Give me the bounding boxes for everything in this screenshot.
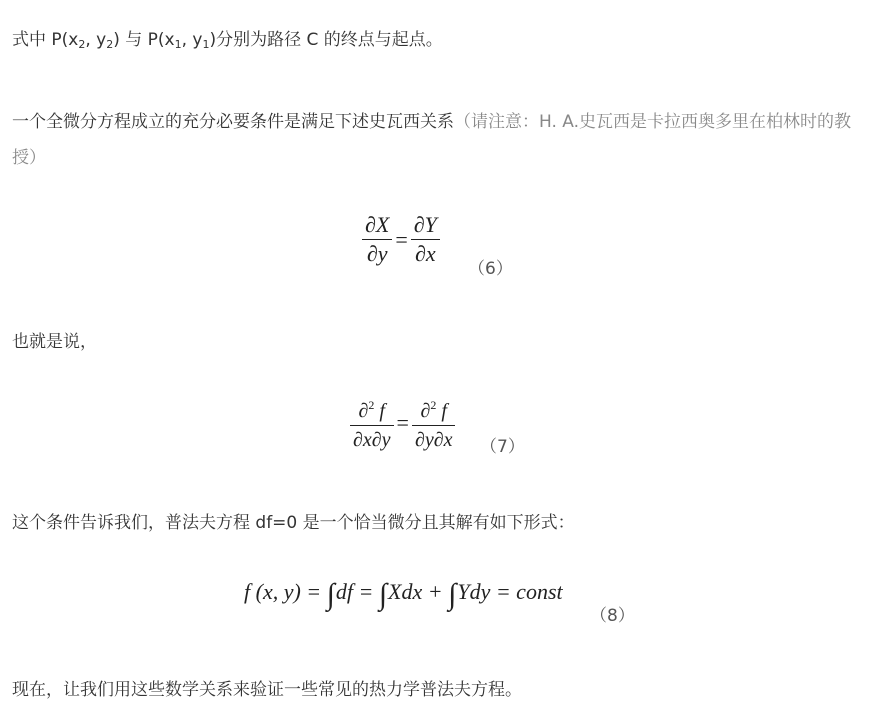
subscript: 2: [106, 38, 114, 51]
eq7-rhs-numerator: ∂$^2$ f: [412, 392, 456, 426]
condition-text: 一个全微分方程成立的充分必要条件是满足下述史瓦西关系: [12, 112, 454, 132]
condition-note: （请注意：H. A.史瓦西是卡拉西奥多里在柏林时的教授）: [12, 112, 852, 168]
eq7-lhs-denominator: ∂x∂y: [353, 429, 391, 451]
eq6-lhs-numerator: ∂X: [362, 212, 392, 240]
eq6-lhs-fraction: [362, 212, 392, 267]
equation-6-number: （6）: [468, 259, 513, 279]
p1-text-d: , y: [181, 30, 203, 50]
eq6-lhs-denominator: ∂y: [366, 241, 388, 266]
p1-text-c: ) 与 P(x: [113, 30, 175, 50]
eq8-term-3: Ydy = const: [457, 579, 563, 604]
paragraph-that-is: 也就是说，: [12, 332, 97, 352]
subscript: 1: [202, 38, 210, 51]
eq7-lhs-fraction: [350, 392, 394, 453]
eq7-rhs-fraction: [412, 392, 456, 453]
equation-7: [350, 392, 455, 453]
eq7-rhs-denominator: ∂y∂x: [414, 429, 453, 451]
eq8-lhs: f (x, y) =: [244, 579, 327, 604]
paragraph-pfaff: 这个条件告诉我们，普法夫方程 df=0 是一个恰当微分且其解有如下形式：: [12, 513, 575, 533]
eq8-term-1: df =: [335, 579, 379, 604]
subscript: 1: [174, 38, 182, 51]
integral-sign: ∫: [448, 578, 457, 611]
p1-text-b: , y: [85, 30, 107, 50]
paragraph-endpoints: [12, 22, 872, 58]
equals-sign: =: [395, 226, 408, 252]
paragraph-conclusion: 现在，让我们用这些数学关系来验证一些常见的热力学普法夫方程。: [12, 680, 522, 700]
paragraph-condition: [12, 104, 872, 176]
p1-text-e: )分别为路径 C 的终点与起点。: [209, 30, 443, 50]
eq6-rhs-fraction: [411, 212, 440, 267]
equation-8-number: （8）: [590, 606, 635, 626]
eq6-rhs-numerator: ∂Y: [411, 212, 440, 240]
equation-6: [362, 212, 440, 267]
equation-8: [244, 578, 563, 612]
eq6-rhs-denominator: ∂x: [414, 241, 436, 266]
eq8-term-2: Xdx +: [388, 579, 449, 604]
integral-sign: ∫: [326, 578, 335, 611]
subscript: 2: [78, 38, 86, 51]
eq7-lhs-numerator: ∂$^2$ f: [350, 392, 394, 426]
p1-text-a: 式中 P(x: [12, 30, 79, 50]
integral-sign: ∫: [378, 578, 388, 611]
equals-sign: =: [396, 409, 409, 435]
equation-7-number: （7）: [480, 437, 525, 457]
